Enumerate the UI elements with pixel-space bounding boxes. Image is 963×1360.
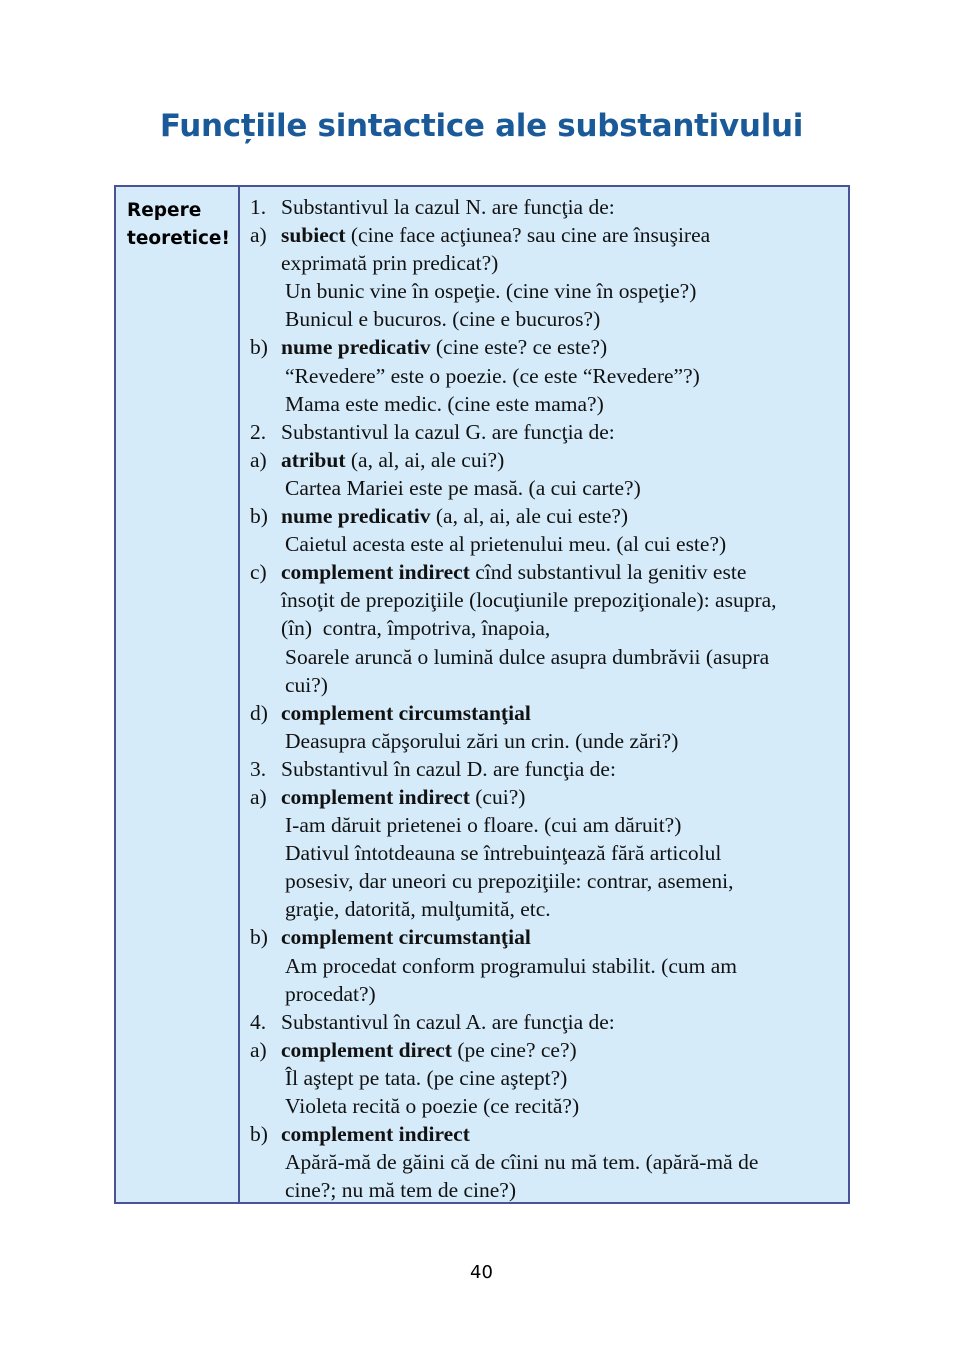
content-line: [250, 586, 844, 614]
function-term: complement indirect: [281, 784, 470, 809]
function-term: complement circumstanţial: [281, 700, 531, 725]
content-line: [250, 980, 844, 1008]
line-text: Mama este medic. (cine este mama?): [285, 391, 604, 416]
theory-label-line: teoretice!: [127, 228, 230, 249]
content-line: [250, 390, 844, 418]
content-line: [250, 558, 844, 586]
content-line: [250, 1064, 844, 1092]
content-line: [250, 530, 844, 558]
list-marker: c): [250, 560, 267, 585]
list-marker: a): [250, 784, 267, 809]
function-term: complement direct: [281, 1037, 452, 1062]
content-line: [250, 1092, 844, 1120]
list-marker: 4.: [250, 1009, 267, 1034]
line-text: Violeta recită o poezie (ce recită?): [285, 1094, 580, 1118]
list-marker: b): [250, 925, 268, 950]
content-line: [250, 1176, 844, 1204]
content-line: [250, 699, 844, 727]
line-text: însoţit de prepoziţiile (locuţiunile prepoziţionale): asupra,: [281, 588, 777, 613]
line-text: Cartea Mariei este pe masă. (a cui carte?): [285, 475, 641, 500]
content-line: [250, 305, 844, 333]
page-title: Funcțiile sintactice ale substantivului: [159, 108, 804, 144]
function-term: complement indirect: [281, 560, 470, 585]
content-line: [250, 1036, 844, 1064]
line-text: (a, al, ai, ale cui este?): [430, 504, 629, 529]
line-text: Dativul întotdeauna se întrebuinţează fără articolul: [285, 841, 722, 866]
content-line: [250, 755, 844, 783]
line-text: Substantivul la cazul G. are funcţia de:: [281, 419, 615, 444]
theory-box: [114, 185, 850, 1204]
list-marker: b): [250, 1122, 268, 1147]
content-line: [250, 811, 844, 839]
content-line: [250, 727, 844, 755]
line-text: procedat?): [285, 981, 376, 1006]
content-line: [250, 333, 844, 361]
content-line: [250, 643, 844, 671]
line-text: Bunicul e bucuros. (cine e bucuros?): [285, 307, 601, 332]
line-text: (cine face acţiunea? sau cine are însuşirea: [345, 223, 711, 248]
content-line: [250, 446, 844, 474]
content-line: [250, 362, 844, 390]
content-line: [250, 895, 844, 923]
page-number: 40: [470, 1262, 493, 1283]
line-text: cui?): [285, 672, 328, 697]
line-text: Soarele aruncă o lumină dulce asupra dumbrăvii (asupra: [285, 644, 770, 669]
line-text: Substantivul la cazul N. are funcţia de:: [281, 195, 615, 219]
line-text: Un bunic vine în ospeţie. (cine vine în ospeţie?): [285, 279, 697, 304]
list-marker: 3.: [250, 756, 267, 781]
content-line: [250, 614, 844, 642]
content-line: [250, 1148, 844, 1176]
line-text: graţie, datorită, mulţumită, etc.: [285, 897, 551, 922]
function-term: complement circumstanţial: [281, 925, 531, 950]
line-text: (a, al, ai, ale cui?): [345, 447, 505, 472]
line-text: posesiv, dar uneori cu prepoziţiile: contrar, asemeni,: [285, 869, 734, 894]
line-text: Substantivul în cazul D. are funcţia de:: [281, 756, 616, 781]
content-line: [250, 474, 844, 502]
line-text: exprimată prin predicat?): [281, 251, 499, 276]
content-line: [250, 1120, 844, 1148]
content-line: [250, 193, 844, 221]
line-text: Îl aştept pe tata. (pe cine aştept?): [285, 1065, 568, 1090]
list-marker: a): [250, 223, 267, 248]
content-line: [250, 671, 844, 699]
list-marker: a): [250, 447, 267, 472]
line-text: (pe cine? ce?): [451, 1037, 577, 1062]
list-marker: 1.: [250, 195, 267, 219]
content-line: [250, 249, 844, 277]
content-line: [250, 1008, 844, 1036]
theory-label-line: Repere: [127, 200, 202, 221]
list-marker: b): [250, 504, 268, 529]
function-term: complement indirect: [281, 1122, 470, 1147]
list-marker: d): [250, 700, 268, 725]
line-text: Am procedat conform programului stabilit. (cum am: [285, 953, 737, 978]
list-marker: 2.: [250, 419, 267, 444]
line-text: Caietul acesta este al prietenului meu. (al cui este?): [285, 532, 727, 557]
content-line: [250, 783, 844, 811]
line-text: “Revedere” este o poezie. (ce este “Revedere”?): [285, 363, 700, 388]
theory-content: [250, 193, 844, 1204]
function-term: subiect: [281, 223, 346, 248]
content-line: [250, 839, 844, 867]
function-term: nume predicativ: [281, 335, 431, 360]
line-text: cînd substantivul la genitiv este: [469, 560, 747, 585]
content-line: [250, 502, 844, 530]
theory-label: [116, 187, 240, 1202]
content-line: [250, 221, 844, 249]
content-line: [250, 418, 844, 446]
line-text: I-am dăruit prietenei o floare. (cui am dăruit?): [285, 813, 682, 838]
list-marker: a): [250, 1037, 267, 1062]
content-line: [250, 277, 844, 305]
line-text: Apără-mă de găini că de cîini nu mă tem. (apără-mă de: [285, 1150, 759, 1175]
line-text: Substantivul în cazul A. are funcţia de:: [281, 1009, 615, 1034]
line-text: Deasupra căpşorului zări un crin. (unde zări?): [285, 728, 679, 753]
content-line: [250, 923, 844, 951]
content-line: [250, 952, 844, 980]
line-text: (în) contra, împotriva, înapoia,: [281, 616, 551, 641]
line-text: (cui?): [469, 784, 526, 809]
line-text: cine?; nu mă tem de cine?): [285, 1178, 517, 1203]
function-term: atribut: [281, 447, 346, 472]
function-term: nume predicativ: [281, 504, 431, 529]
list-marker: b): [250, 335, 268, 360]
line-text: (cine este? ce este?): [430, 335, 608, 360]
content-line: [250, 867, 844, 895]
